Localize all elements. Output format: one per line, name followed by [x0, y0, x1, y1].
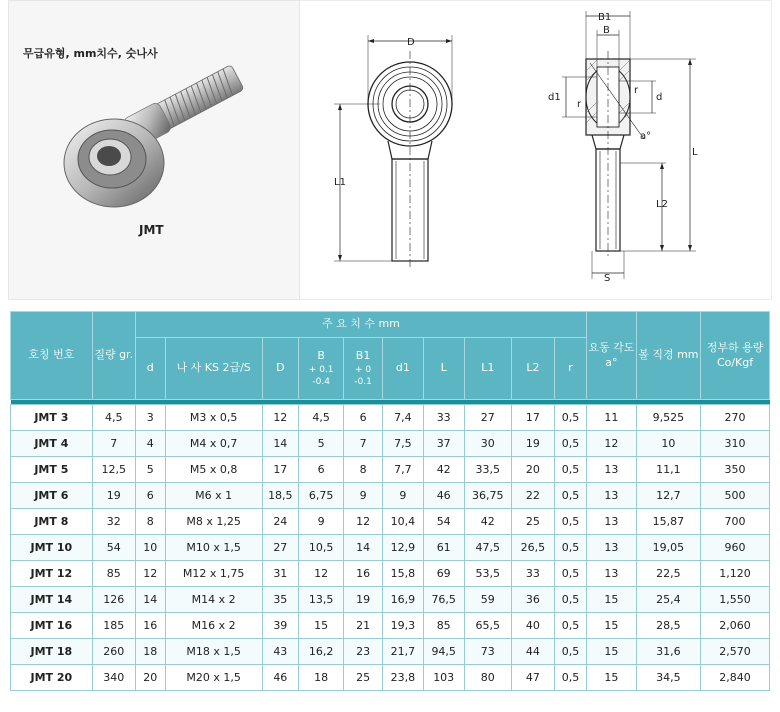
cell-weight: 185 [92, 613, 135, 639]
side-view [548, 11, 698, 284]
header-L2: L2 [511, 338, 554, 400]
table-row [11, 587, 770, 613]
header-B1-tol-minus: -0.1 [354, 376, 372, 387]
header-d1: d1 [382, 338, 423, 400]
cell-r: 0,5 [554, 639, 586, 665]
cell-L1: 33,5 [464, 457, 511, 483]
table-row [11, 665, 770, 691]
header-d: d [135, 338, 165, 400]
cell-B: 18 [299, 665, 344, 691]
cell-model: JMT 8 [11, 509, 93, 535]
cell-B: 13,5 [299, 587, 344, 613]
cell-B: 12 [299, 561, 344, 587]
cell-L: 46 [423, 483, 464, 509]
cell-thread: M16 x 2 [165, 613, 262, 639]
cell-d: 4 [135, 431, 165, 457]
cell-B1: 9 [344, 483, 383, 509]
cell-swing-angle: 15 [587, 665, 636, 691]
cell-B1: 7 [344, 431, 383, 457]
cell-weight: 340 [92, 665, 135, 691]
cell-thread: M12 x 1,75 [165, 561, 262, 587]
cell-B: 9 [299, 509, 344, 535]
cell-L: 69 [423, 561, 464, 587]
cell-L1: 80 [464, 665, 511, 691]
cell-B1: 16 [344, 561, 383, 587]
cell-B: 4,5 [299, 405, 344, 431]
cell-L: 37 [423, 431, 464, 457]
cell-d: 3 [135, 405, 165, 431]
label-d1: d1 [548, 92, 561, 103]
cell-D: 24 [262, 509, 299, 535]
cell-ball-diameter: 15,87 [636, 509, 701, 535]
cell-ball-diameter: 12,7 [636, 483, 701, 509]
cell-D: 43 [262, 639, 299, 665]
cell-L2: 33 [511, 561, 554, 587]
table-row [11, 535, 770, 561]
cell-model: JMT 4 [11, 431, 93, 457]
cell-weight: 7 [92, 431, 135, 457]
cell-D: 31 [262, 561, 299, 587]
cell-static-load: 500 [701, 483, 770, 509]
table-row [11, 405, 770, 431]
header-B-tol-minus: -0.4 [312, 376, 330, 387]
header-swing-angle: 요동 각도 a° [587, 312, 636, 400]
label-D: D [407, 37, 415, 48]
cell-D: 14 [262, 431, 299, 457]
cell-d1: 9 [382, 483, 423, 509]
label-swing-angle: a° [640, 131, 652, 142]
cell-weight: 85 [92, 561, 135, 587]
cell-L2: 19 [511, 431, 554, 457]
header-weight: 질량 gr. [92, 312, 135, 400]
header-r: r [554, 338, 586, 400]
cell-ball-diameter: 19,05 [636, 535, 701, 561]
cell-L2: 17 [511, 405, 554, 431]
cell-B1: 21 [344, 613, 383, 639]
cell-ball-diameter: 34,5 [636, 665, 701, 691]
label-d: d [656, 92, 663, 103]
cell-swing-angle: 11 [587, 405, 636, 431]
label-B: B [603, 25, 610, 36]
cell-ball-diameter: 31,6 [636, 639, 701, 665]
cell-D: 46 [262, 665, 299, 691]
cell-r: 0,5 [554, 509, 586, 535]
cell-swing-angle: 15 [587, 613, 636, 639]
cell-model: JMT 20 [11, 665, 93, 691]
cell-thread: M3 x 0,5 [165, 405, 262, 431]
header-model: 호칭 번호 [11, 312, 93, 400]
cell-thread: M4 x 0,7 [165, 431, 262, 457]
cell-L1: 59 [464, 587, 511, 613]
cell-weight: 32 [92, 509, 135, 535]
cell-L2: 20 [511, 457, 554, 483]
cell-model: JMT 5 [11, 457, 93, 483]
cell-r: 0,5 [554, 665, 586, 691]
cell-L1: 65,5 [464, 613, 511, 639]
cell-d: 6 [135, 483, 165, 509]
cell-B: 5 [299, 431, 344, 457]
cell-thread: M20 x 1,5 [165, 665, 262, 691]
cell-static-load: 1,550 [701, 587, 770, 613]
label-r-left: r [577, 99, 582, 110]
table-row [11, 431, 770, 457]
cell-r: 0,5 [554, 483, 586, 509]
cell-D: 35 [262, 587, 299, 613]
cell-D: 18,5 [262, 483, 299, 509]
cell-B1: 14 [344, 535, 383, 561]
cell-B1: 8 [344, 457, 383, 483]
label-L1: L1 [334, 177, 346, 188]
cell-d: 18 [135, 639, 165, 665]
cell-d1: 12,9 [382, 535, 423, 561]
cell-d: 20 [135, 665, 165, 691]
cell-r: 0,5 [554, 405, 586, 431]
cell-L1: 73 [464, 639, 511, 665]
cell-d: 14 [135, 587, 165, 613]
cell-L: 42 [423, 457, 464, 483]
cell-r: 0,5 [554, 457, 586, 483]
cell-L: 61 [423, 535, 464, 561]
table-row [11, 457, 770, 483]
cell-d: 12 [135, 561, 165, 587]
cell-swing-angle: 13 [587, 535, 636, 561]
cell-r: 0,5 [554, 431, 586, 457]
table-row [11, 509, 770, 535]
cell-L2: 44 [511, 639, 554, 665]
header-B-label: B [317, 348, 325, 362]
cell-L1: 30 [464, 431, 511, 457]
header-static-load: 정부하 용량 Co/Kgf [701, 312, 770, 400]
table-row [11, 483, 770, 509]
cell-d: 16 [135, 613, 165, 639]
cell-L1: 47,5 [464, 535, 511, 561]
header-B1 [344, 338, 383, 400]
specification-table-body [11, 405, 770, 691]
cell-model: JMT 6 [11, 483, 93, 509]
cell-weight: 12,5 [92, 457, 135, 483]
header-B [299, 338, 344, 400]
cell-swing-angle: 15 [587, 639, 636, 665]
cell-static-load: 2,060 [701, 613, 770, 639]
label-L2: L2 [656, 199, 668, 210]
product-photo-panel [8, 0, 300, 300]
cell-D: 39 [262, 613, 299, 639]
cell-ball-diameter: 28,5 [636, 613, 701, 639]
cell-ball-diameter: 10 [636, 431, 701, 457]
cell-L1: 36,75 [464, 483, 511, 509]
cell-L1: 53,5 [464, 561, 511, 587]
cell-thread: M5 x 0,8 [165, 457, 262, 483]
header-B1-tol-plus: + 0 [355, 364, 372, 375]
cell-weight: 19 [92, 483, 135, 509]
cell-swing-angle: 15 [587, 587, 636, 613]
cell-r: 0,5 [554, 535, 586, 561]
cell-model: JMT 18 [11, 639, 93, 665]
cell-model: JMT 14 [11, 587, 93, 613]
cell-B1: 23 [344, 639, 383, 665]
header-B-tol-plus: + 0.1 [308, 364, 334, 375]
cell-d1: 21,7 [382, 639, 423, 665]
cell-ball-diameter: 25,4 [636, 587, 701, 613]
cell-swing-angle: 13 [587, 457, 636, 483]
header-ball-diameter: 볼 직경 mm [636, 312, 701, 400]
cell-L2: 22 [511, 483, 554, 509]
header-L: L [423, 338, 464, 400]
cell-model: JMT 12 [11, 561, 93, 587]
cell-B1: 25 [344, 665, 383, 691]
technical-drawing-panel [300, 0, 772, 300]
cell-r: 0,5 [554, 561, 586, 587]
cell-static-load: 2,570 [701, 639, 770, 665]
cell-weight: 4,5 [92, 405, 135, 431]
cell-model: JMT 16 [11, 613, 93, 639]
cell-thread: M6 x 1 [165, 483, 262, 509]
header-B1-label: B1 [355, 348, 371, 362]
cell-d1: 16,9 [382, 587, 423, 613]
cell-L: 103 [423, 665, 464, 691]
cell-d: 5 [135, 457, 165, 483]
cell-D: 17 [262, 457, 299, 483]
header-L1: L1 [464, 338, 511, 400]
cell-B: 6 [299, 457, 344, 483]
cell-d1: 7,5 [382, 431, 423, 457]
cell-B: 6,75 [299, 483, 344, 509]
cell-swing-angle: 13 [587, 509, 636, 535]
cell-B: 10,5 [299, 535, 344, 561]
cell-r: 0,5 [554, 613, 586, 639]
cell-swing-angle: 13 [587, 483, 636, 509]
label-S: S [604, 273, 611, 284]
cell-d: 10 [135, 535, 165, 561]
product-model-label: JMT [139, 223, 164, 237]
specification-table [10, 311, 770, 691]
cell-thread: M14 x 2 [165, 587, 262, 613]
cell-L: 94,5 [423, 639, 464, 665]
cell-ball-diameter: 11,1 [636, 457, 701, 483]
cell-D: 27 [262, 535, 299, 561]
cell-static-load: 350 [701, 457, 770, 483]
cell-B: 16,2 [299, 639, 344, 665]
table-row [11, 561, 770, 587]
cell-D: 12 [262, 405, 299, 431]
cell-swing-angle: 13 [587, 561, 636, 587]
cell-L1: 27 [464, 405, 511, 431]
cell-d1: 15,8 [382, 561, 423, 587]
cell-B1: 12 [344, 509, 383, 535]
cell-L2: 26,5 [511, 535, 554, 561]
table-row [11, 613, 770, 639]
cell-L: 33 [423, 405, 464, 431]
cell-static-load: 310 [701, 431, 770, 457]
cell-model: JMT 10 [11, 535, 93, 561]
product-subtitle: 무급유형, mm치수, 숫나사 [23, 47, 158, 60]
cell-swing-angle: 12 [587, 431, 636, 457]
cell-static-load: 1,120 [701, 561, 770, 587]
cell-d1: 10,4 [382, 509, 423, 535]
cell-d: 8 [135, 509, 165, 535]
cell-static-load: 700 [701, 509, 770, 535]
cell-thread: M18 x 1,5 [165, 639, 262, 665]
cell-B1: 6 [344, 405, 383, 431]
cell-ball-diameter: 9,525 [636, 405, 701, 431]
cell-d1: 19,3 [382, 613, 423, 639]
cell-static-load: 960 [701, 535, 770, 561]
header-thread: 나 사 KS 2급/S [165, 338, 262, 400]
cell-thread: M8 x 1,25 [165, 509, 262, 535]
header-D: D [262, 338, 299, 400]
cell-weight: 54 [92, 535, 135, 561]
label-r-right: r [634, 85, 639, 96]
cell-d1: 23,8 [382, 665, 423, 691]
technical-drawing [300, 1, 772, 301]
cell-d1: 7,4 [382, 405, 423, 431]
rod-end-illustration [9, 1, 301, 301]
cell-L2: 25 [511, 509, 554, 535]
label-L: L [692, 147, 698, 158]
cell-L: 76,5 [423, 587, 464, 613]
cell-L2: 40 [511, 613, 554, 639]
cell-r: 0,5 [554, 587, 586, 613]
table-row [11, 639, 770, 665]
cell-thread: M10 x 1,5 [165, 535, 262, 561]
cell-B: 15 [299, 613, 344, 639]
cell-static-load: 270 [701, 405, 770, 431]
label-B1: B1 [598, 12, 612, 23]
cell-static-load: 2,840 [701, 665, 770, 691]
cell-B1: 19 [344, 587, 383, 613]
cell-d1: 7,7 [382, 457, 423, 483]
cell-L1: 42 [464, 509, 511, 535]
cell-weight: 260 [92, 639, 135, 665]
cell-L: 85 [423, 613, 464, 639]
cell-model: JMT 3 [11, 405, 93, 431]
cell-L2: 47 [511, 665, 554, 691]
header-main-dimensions: 주 요 치 수 mm [135, 312, 586, 338]
cell-L2: 36 [511, 587, 554, 613]
front-view [334, 35, 452, 267]
cell-L: 54 [423, 509, 464, 535]
cell-ball-diameter: 22,5 [636, 561, 701, 587]
cell-weight: 126 [92, 587, 135, 613]
